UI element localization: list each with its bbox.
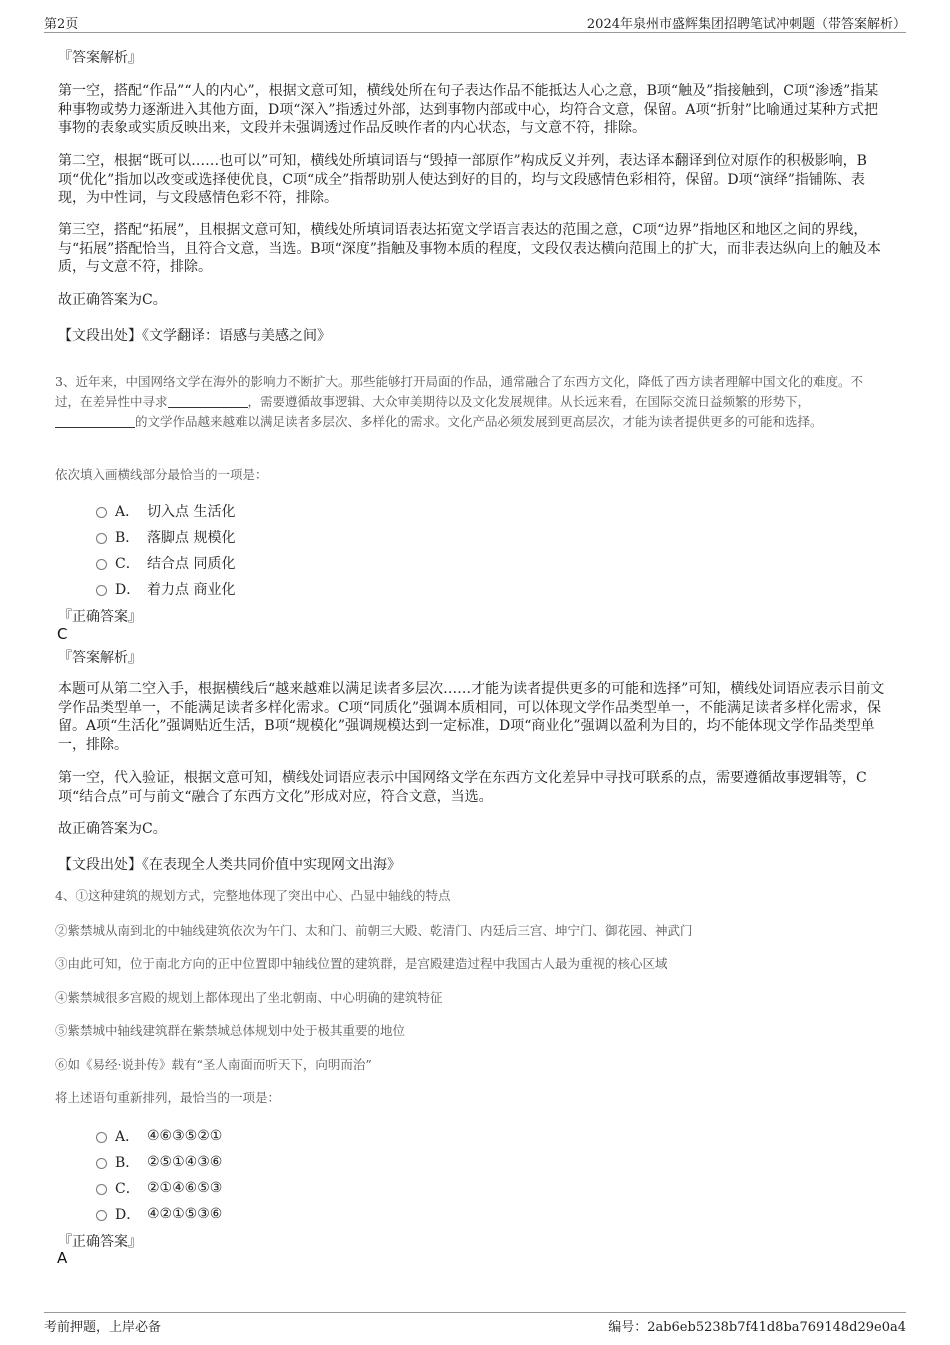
- radio-icon[interactable]: [96, 1210, 107, 1221]
- q3-analysis-p2: 第一空，代入验证，根据文意可知，横线处词语应表示中国网络文学在东西方文化差异中寻找可联系的点，需要遵循故事逻辑等，C项“结合点”可与前文“融合了东西方文化”形成对应，符合文意，当选。: [58, 770, 867, 805]
- option-letter: C．: [115, 556, 140, 572]
- radio-icon[interactable]: [96, 559, 107, 570]
- option-text: ②⑤①④③⑥: [147, 1154, 223, 1170]
- page-number: 第2页: [44, 17, 79, 32]
- q4-option-b[interactable]: [96, 1152, 222, 1172]
- q3-conclusion: 故正确答案为C。: [58, 821, 167, 837]
- q3-prompt: 依次填入画横线部分最恰当的一项是：: [55, 467, 268, 482]
- q3-blank-1: [168, 394, 248, 408]
- q2-analysis-heading: 『答案解析』: [58, 50, 142, 66]
- radio-icon[interactable]: [96, 533, 107, 544]
- q2-analysis-p2: 第二空，根据“既可以……也可以”可知，横线处所填词语与“毁掉一部原作”构成反义并列，表达译本翻译到位对原作的积极影响，B项“优化”指加以改变或选择使优良，C项“成全”指帮助别人使达到好的目的，均与文段感情色彩相符，保留。D项“演绎”指铺陈、表现，为中性词，与文段感情色彩不符，排除。: [58, 153, 867, 206]
- q3-answer-heading: 『正确答案』: [58, 609, 142, 625]
- option-letter: B．: [115, 530, 140, 546]
- q3-stem-part-a: 3、近年来，中国网络文学在海外的影响力不断扩大。那些能够打开局面的作品，通常融合了东西方文化，降低了西方读者理解中国文化的难度。不过，在差异性中寻求: [55, 374, 863, 409]
- q4-sentence-1: 4、①这种建筑的规划方式，完整地体现了突出中心、凸显中轴线的特点: [55, 888, 451, 903]
- option-letter: B．: [115, 1155, 140, 1171]
- q3-blank-2: [55, 414, 135, 428]
- q3-stem: [55, 372, 885, 432]
- q4-prompt: 将上述语句重新排列，最恰当的一项是：: [55, 1090, 281, 1105]
- q3-answer: C: [57, 625, 68, 643]
- option-text: ②①④⑥⑤③: [147, 1180, 223, 1196]
- q4-option-a[interactable]: [96, 1126, 222, 1146]
- option-text: 落脚点 规模化: [147, 530, 236, 546]
- option-text: 切入点 生活化: [147, 504, 236, 520]
- option-text: 着力点 商业化: [147, 582, 236, 598]
- q4-option-c[interactable]: [96, 1178, 222, 1198]
- q4-option-d[interactable]: [96, 1204, 222, 1224]
- option-text: ④②①⑤③⑥: [147, 1206, 223, 1222]
- q4-answer: A: [57, 1249, 68, 1267]
- option-letter: C．: [115, 1181, 140, 1197]
- radio-icon[interactable]: [96, 1184, 107, 1195]
- q3-analysis-heading: 『答案解析』: [58, 650, 142, 666]
- option-text: ④⑥③⑤②①: [147, 1128, 223, 1144]
- q3-stem-part-b: ，需要遵循故事逻辑、大众审美期待以及文化发展规律。从长远来看，在国际交流日益频繁的形势下，: [247, 394, 811, 409]
- option-text: 结合点 同质化: [147, 556, 236, 572]
- q4-sentence-4: ④紫禁城很多宫殿的规划上都体现出了坐北朝南、中心明确的建筑特征: [55, 990, 443, 1005]
- q3-analysis-p1: 本题可从第二空入手，根据横线后“越来越难以满足读者多层次……才能为读者提供更多的可能和选择”可知，横线处词语应表示目前文学作品类型单一，不能满足读者多样化需求。C项“同质化”强调本质相同，可以体现文学作品类型单一，不能满足读者多样化需求，保留。A项“生活化”强调贴近生活，B项“规模化”强调规模达到一定标准，D项“商业化”强调以盈利为目的，均不能体现文学作品类型单一，排除。: [58, 681, 885, 753]
- radio-icon[interactable]: [96, 1132, 107, 1143]
- q2-source: 【文段出处】《文学翻译：语感与美感之间》: [58, 328, 331, 344]
- q4-answer-heading: 『正确答案』: [58, 1234, 142, 1250]
- q2-analysis-p3: 第三空，搭配“拓展”，且根据文意可知，横线处所填词语表达拓宽文学语言表达的范围之意，C项“边界”指地区和地区之间的界线，与“拓展”搭配恰当，且符合文意，当选。B项“深度”指触及事物本质的程度，文段仅表达横向范围上的扩大，而非表达纵向上的触及本质，与文意不符，排除。: [58, 222, 881, 275]
- option-letter: D．: [115, 582, 141, 598]
- page-footer: [44, 1312, 906, 1334]
- q3-option-b[interactable]: [96, 527, 235, 547]
- q3-option-a[interactable]: [96, 501, 235, 521]
- q4-sentence-2: ②紫禁城从南到北的中轴线建筑依次为午门、太和门、前朝三大殿、乾清门、内廷后三宫、坤宁门、御花园、神武门: [55, 923, 693, 938]
- footer-slogan: 考前押题，上岸必备: [44, 1320, 162, 1335]
- q3-stem-part-c: 的文学作品越来越难以满足读者多层次、多样化的需求。文化产品必须发展到更高层次，才能为读者提供更多的可能和选择。: [135, 414, 823, 429]
- q4-sentence-3: ③由此可知，位于南北方向的正中位置即中轴线位置的建筑群，是宫殿建造过程中我国古人最为重视的核心区域: [55, 956, 668, 971]
- radio-icon[interactable]: [96, 585, 107, 596]
- q3-option-c[interactable]: [96, 553, 235, 573]
- q4-sentence-5: ⑤紫禁城中轴线建筑群在紫禁城总体规划中处于极其重要的地位: [55, 1023, 406, 1038]
- q2-analysis-p1: 第一空，搭配“作品”“人的内心”，根据文意可知，横线处所在句子表达作品不能抵达人心之意，B项“触及”指接触到，C项“渗透”指某种事物或势力逐渐进入其他方面，D项“深入”指透过外部，达到事物内部或中心，均符合文意，保留。A项“折射”比喻通过某种方式把事物的表象或实质反映出来，文段并未强调透过作品反映作者的内心状态，与文意不符，排除。: [58, 83, 879, 136]
- q4-sentence-6: ⑥如《易经·说卦传》载有“圣人南面而听天下，向明而治”: [55, 1057, 372, 1072]
- option-letter: D．: [115, 1207, 141, 1223]
- q3-source: 【文段出处】《在表现全人类共同价值中实现网文出海》: [58, 857, 401, 873]
- radio-icon[interactable]: [96, 1158, 107, 1169]
- option-letter: A．: [115, 504, 140, 520]
- radio-icon[interactable]: [96, 507, 107, 518]
- document-title: 2024年泉州市盛辉集团招聘笔试冲刺题（带答案解析）: [586, 17, 906, 32]
- page-header: [44, 13, 906, 33]
- q3-option-d[interactable]: [96, 579, 235, 599]
- document-id: 编号：2ab6eb5238b7f41d8ba769148d29e0a4: [608, 1320, 906, 1335]
- q2-conclusion: 故正确答案为C。: [58, 292, 167, 308]
- option-letter: A．: [115, 1129, 140, 1145]
